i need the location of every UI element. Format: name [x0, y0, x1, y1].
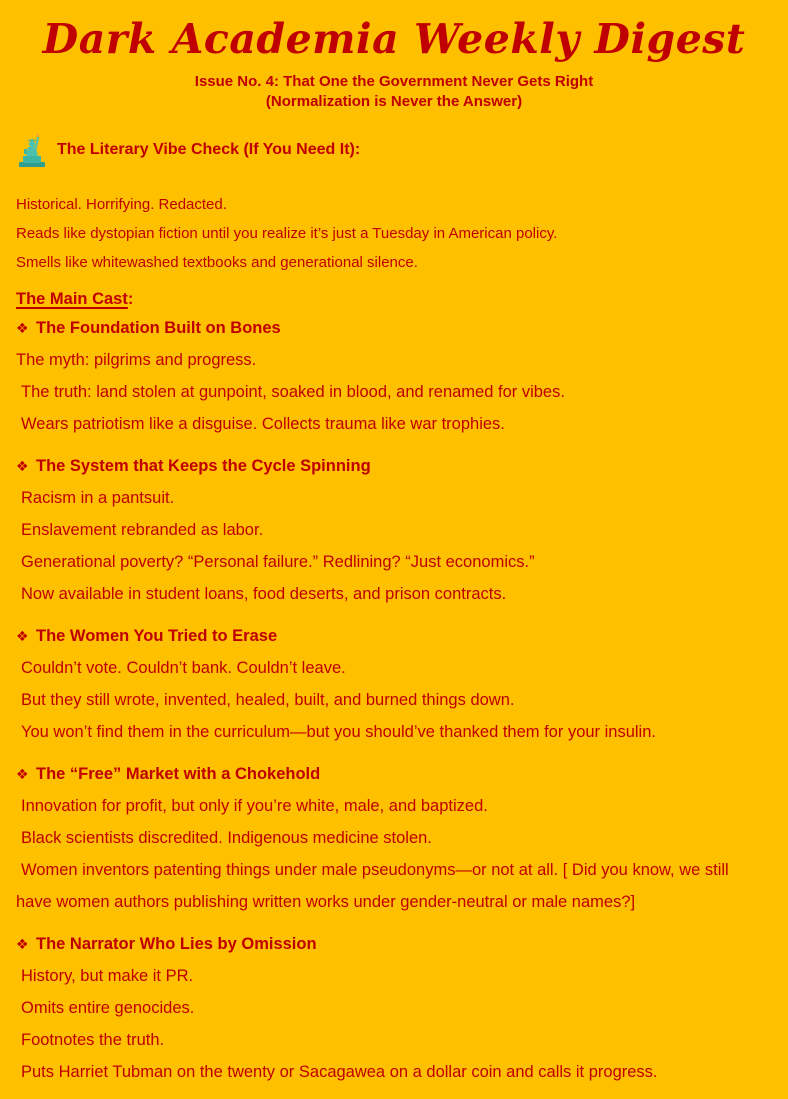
- section-line: Now available in student loans, food deserts, and prison contracts.: [21, 585, 507, 603]
- section-line: History, but make it PR.: [21, 967, 194, 985]
- section-title-text: The System that Keeps the Cycle Spinning: [36, 457, 371, 475]
- section-line: Generational poverty? “Personal failure.” Redlining? “Just economics.”: [21, 553, 535, 571]
- vibe-line: Reads like dystopian fiction until you realize it’s just a Tuesday in American policy.: [16, 225, 558, 242]
- statue-of-liberty-icon: [16, 132, 48, 168]
- diamond-bullet-icon: ❖: [16, 936, 29, 952]
- section-title-text: The Narrator Who Lies by Omission: [36, 935, 317, 953]
- section-line: The myth: pilgrims and progress.: [16, 351, 257, 369]
- section-line: The truth: land stolen at gunpoint, soaked in blood, and renamed for vibes.: [21, 383, 565, 401]
- diamond-bullet-icon: ❖: [16, 458, 29, 474]
- vibe-check-heading: [16, 132, 360, 168]
- diamond-bullet-icon: ❖: [16, 320, 29, 336]
- cast-section: [16, 451, 758, 610]
- main-cast-colon: :: [127, 290, 134, 308]
- vibe-check-title: The Literary Vibe Check (If You Need It):: [57, 141, 361, 158]
- section-title-text: The Foundation Built on Bones: [36, 319, 281, 337]
- section-title: [16, 313, 758, 344]
- section-line: Couldn’t vote. Couldn’t bank. Couldn’t leave.: [21, 659, 346, 677]
- section-title: [16, 621, 758, 652]
- section-title-text: The Women You Tried to Erase: [36, 627, 278, 645]
- issue-line: Issue No. 4: That One the Government Never Gets Right: [194, 73, 594, 90]
- section-title-text: The “Free” Market with a Chokehold: [36, 765, 321, 783]
- vibe-check-lines: [16, 190, 557, 277]
- section-line: Racism in a pantsuit.: [21, 489, 175, 507]
- section-line: Puts Harriet Tubman on the twenty or Sacagawea on a dollar coin and calls it progress.: [21, 1063, 658, 1081]
- vibe-line: Historical. Horrifying. Redacted.: [16, 196, 227, 213]
- digest-title: Dark Academia Weekly Digest: [42, 15, 746, 63]
- main-cast-label-text: The Main Cast: [16, 290, 128, 308]
- diamond-bullet-icon: ❖: [16, 766, 29, 782]
- diamond-bullet-icon: ❖: [16, 628, 29, 644]
- section-line: Innovation for profit, but only if you’re white, male, and baptized.: [21, 797, 488, 815]
- section-title: [16, 759, 758, 790]
- section-line: Footnotes the truth.: [21, 1031, 165, 1049]
- cast-section: [16, 313, 758, 440]
- vibe-line: Smells like whitewashed textbooks and generational silence.: [16, 254, 418, 271]
- main-cast-label: [16, 285, 758, 313]
- section-title: [16, 451, 758, 482]
- main-cast: [16, 285, 758, 1099]
- section-line: Black scientists discredited. Indigenous medicine stolen.: [21, 829, 432, 847]
- cast-section: [16, 621, 758, 748]
- issue-tagline: (Normalization is Never the Answer): [265, 93, 523, 110]
- section-line: But they still wrote, invented, healed, built, and burned things down.: [21, 691, 515, 709]
- section-line: Omits entire genocides.: [21, 999, 195, 1017]
- section-title: [16, 929, 758, 960]
- section-line: You won’t find them in the curriculum—but you should’ve thanked them for your insulin.: [21, 723, 656, 741]
- masthead: [0, 0, 788, 112]
- section-line: Wears patriotism like a disguise. Collects trauma like war trophies.: [21, 415, 505, 433]
- section-line: Women inventors patenting things under male pseudonyms—or not at all. [ Did you know, we still have women authors publishing written works under gender-neutral or male names?]: [16, 861, 729, 911]
- cast-section: [16, 929, 758, 1088]
- issue-subtitle: [0, 72, 788, 112]
- section-line: Enslavement rebranded as labor.: [21, 521, 264, 539]
- cast-section: [16, 759, 758, 918]
